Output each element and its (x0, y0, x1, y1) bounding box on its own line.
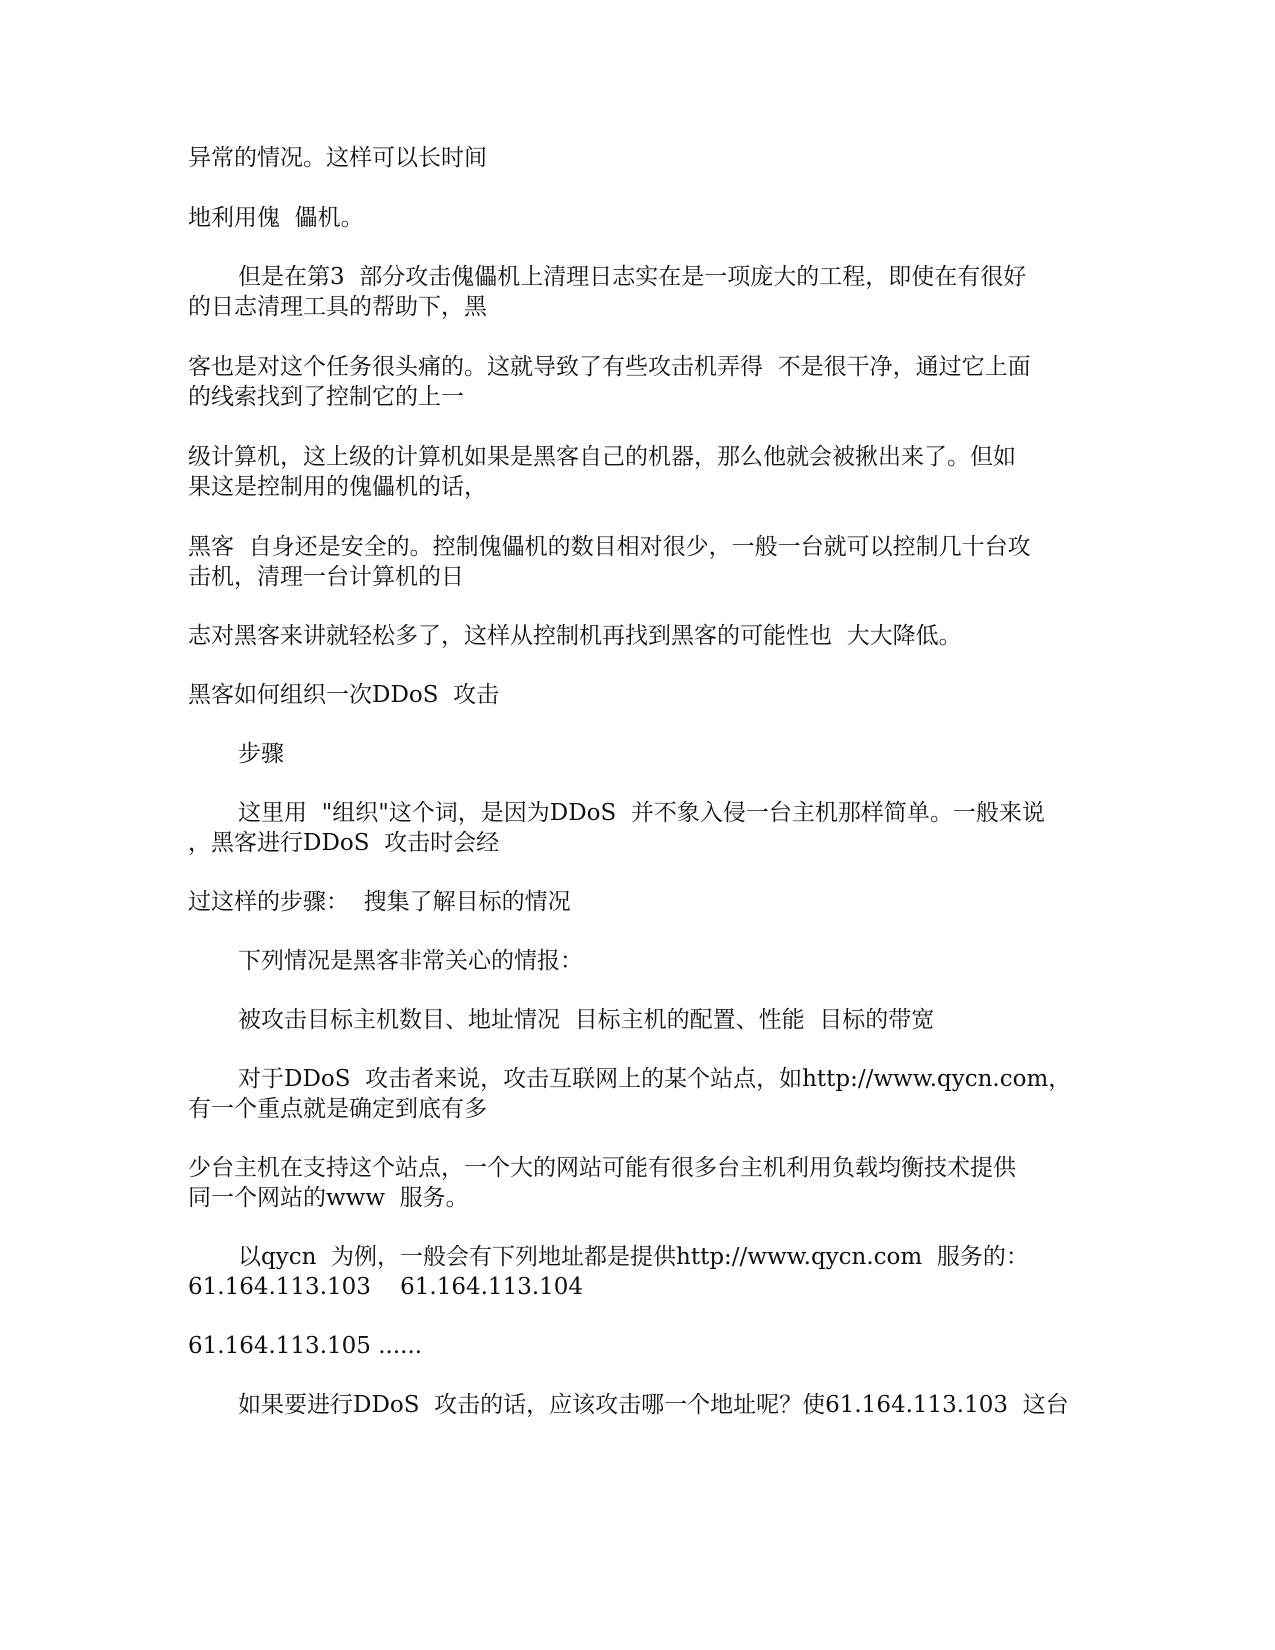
paragraph-line: 如果要进行DDoS 攻击的话，应该攻击哪一个地址呢？使61.164.113.103 这台 (238, 1392, 1069, 1418)
section-heading: 步骤 (238, 741, 284, 767)
text-line: 同一个网站的www 服务。 (188, 1185, 469, 1211)
text-line: 级计算机，这上级的计算机如果是黑客自己的机器，那么他就会被揪出来了。但如 (188, 444, 1016, 470)
paragraph-line: 下列情况是黑客非常关心的情报： (238, 948, 583, 974)
text-line: 的线索找到了控制它的上一 (188, 384, 464, 410)
text-line: 果这是控制用的傀儡机的话， (188, 474, 487, 500)
paragraph-line: 对于DDoS 攻击者来说，攻击互联网上的某个站点，如http://www.qycn.com， (238, 1066, 1072, 1092)
ip-address-line: 61.164.113.105 ...... (188, 1333, 423, 1359)
paragraph-line: 被攻击目标主机数目、地址情况 目标主机的配置、性能 目标的带宽 (238, 1007, 935, 1033)
text-line: 客也是对这个任务很头痛的。这就导致了有些攻击机弄得 不是很干净，通过它上面 (188, 354, 1031, 380)
text-line: 志对黑客来讲就轻松多了，这样从控制机再找到黑客的可能性也 大大降低。 (188, 623, 962, 649)
paragraph-line: 但是在第3 部分攻击傀儡机上清理日志实在是一项庞大的工程，即使在有很好 (238, 264, 1027, 290)
text-line: 地利用傀 儡机。 (188, 205, 364, 231)
paragraph-line: 这里用 "组织"这个词，是因为DDoS 并不象入侵一台主机那样简单。一般来说 (238, 800, 1045, 826)
text-line: 少台主机在支持这个站点，一个大的网站可能有很多台主机利用负载均衡技术提供 (188, 1155, 1016, 1181)
text-line: 过这样的步骤： 搜集了解目标的情况 (188, 889, 571, 915)
text-line: 黑客 自身还是安全的。控制傀儡机的数目相对很少，一般一台就可以控制几十台攻 (188, 534, 1031, 560)
text-line: 的日志清理工具的帮助下，黑 (188, 294, 487, 320)
text-line: 异常的情况。这样可以长时间 (188, 145, 487, 171)
paragraph-line: 以qycn 为例，一般会有下列地址都是提供http://www.qycn.com 服务的： (238, 1244, 1029, 1270)
text-line: ，黑客进行DDoS 攻击时会经 (188, 830, 500, 856)
text-line: 击机，清理一台计算机的日 (188, 564, 464, 590)
ip-address-line: 61.164.113.103 61.164.113.104 (188, 1274, 584, 1300)
text-line: 有一个重点就是确定到底有多 (188, 1096, 487, 1122)
section-heading: 黑客如何组织一次DDoS 攻击 (188, 682, 500, 708)
